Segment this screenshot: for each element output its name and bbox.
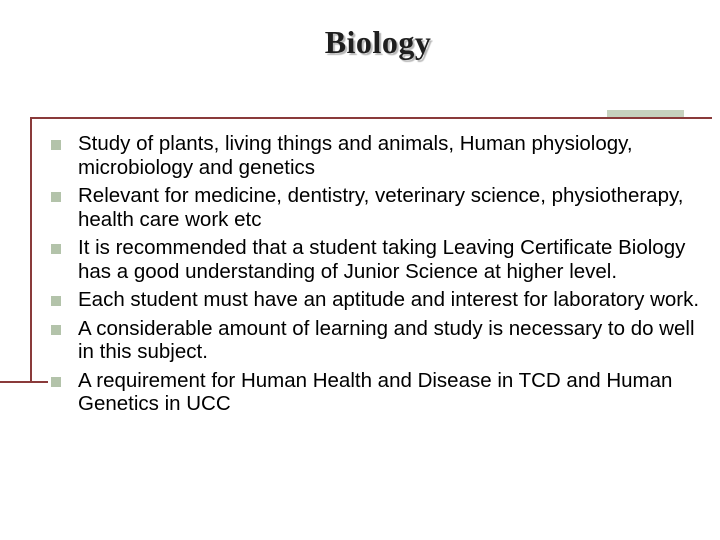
left-rule-foot (0, 381, 48, 383)
bullet-item (48, 184, 708, 231)
bullet-text: Relevant for medicine, dentistry, veterinary science, physiotherapy, health care work etc (78, 184, 684, 231)
left-vertical-rule (30, 117, 32, 382)
square-bullet-icon (51, 244, 61, 254)
bullet-text: A considerable amount of learning and study is necessary to do well in this subject. (78, 316, 695, 363)
bullet-text: Each student must have an aptitude and interest for laboratory work. (78, 288, 700, 311)
slide-title: Biology (324, 24, 432, 60)
bullet-text: A requirement for Human Health and Disease in TCD and Human Genetics in UCC (78, 368, 673, 415)
square-bullet-icon (51, 325, 61, 335)
bullet-item (48, 317, 708, 364)
bullet-item (48, 288, 708, 312)
title-underline-rule (30, 117, 712, 119)
bullet-text: Study of plants, living things and animals, Human physiology, microbiology and genetics (78, 132, 633, 179)
square-bullet-icon (51, 192, 61, 202)
square-bullet-icon (51, 377, 61, 387)
bullet-item (48, 369, 708, 416)
bullet-item (48, 132, 708, 179)
bullet-list (48, 132, 708, 421)
square-bullet-icon (51, 140, 61, 150)
square-bullet-icon (51, 296, 61, 306)
bullet-text: It is recommended that a student taking Leaving Certificate Biology has a good understanding of Junior Science at higher level. (78, 236, 686, 283)
bullet-item (48, 236, 708, 283)
